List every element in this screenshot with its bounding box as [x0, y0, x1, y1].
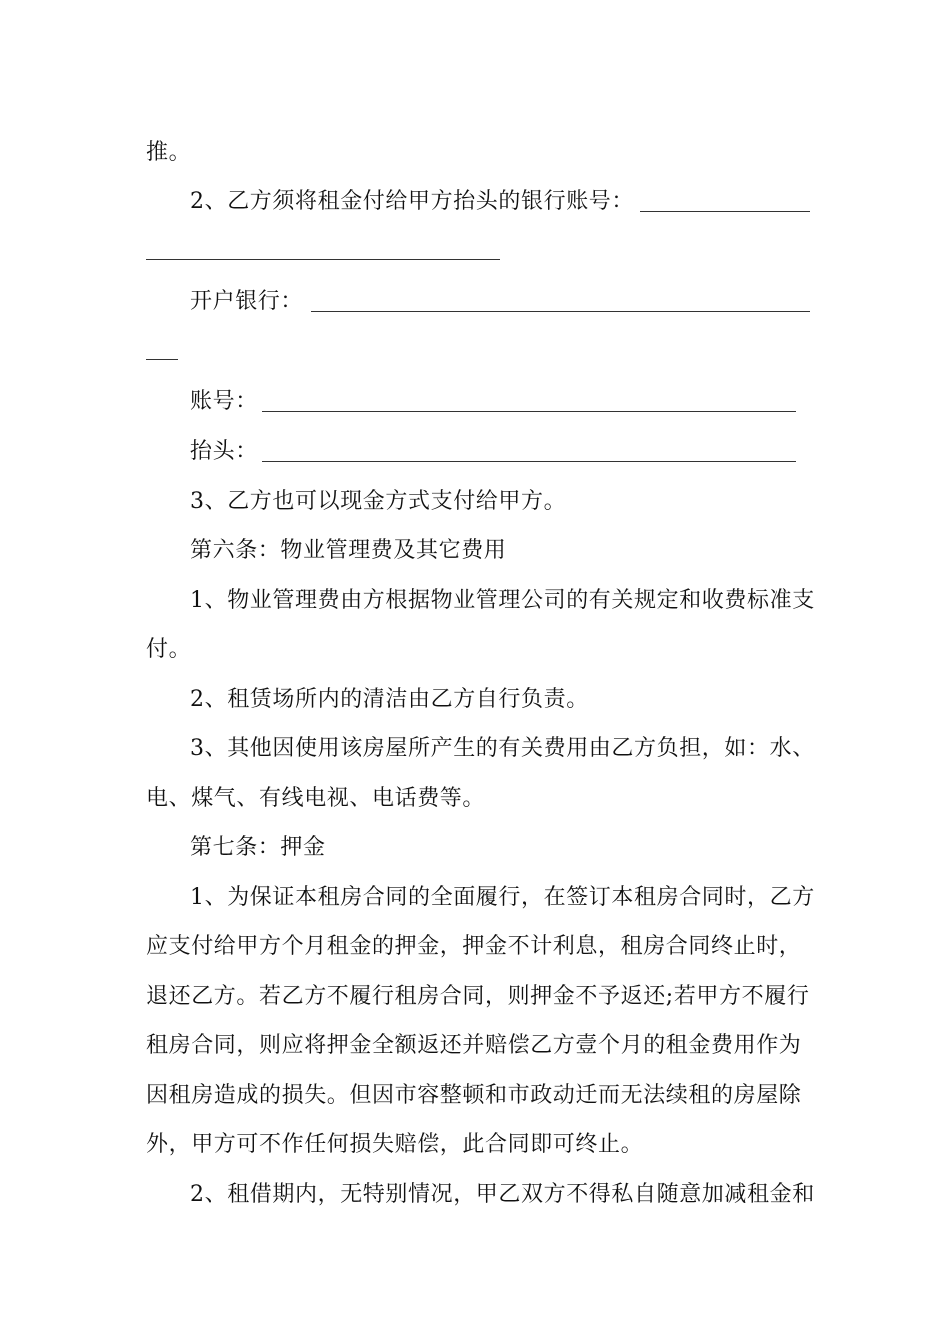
- bank-account-label: 2、乙方须将租金付给甲方抬头的银行账号：: [190, 189, 634, 214]
- text-line: 租房合同，则应将押金全额返还并赔偿乙方壹个月的租金费用作为: [146, 1033, 802, 1058]
- text-line: 退还乙方。若乙方不履行租房合同，则押金不予返还;若甲方不履行: [146, 984, 810, 1009]
- bank-account-row: [190, 188, 810, 216]
- text-line: 2、租借期内，无特别情况，甲乙双方不得私自随意加减租金和: [190, 1182, 815, 1207]
- text-line: 应支付给甲方个月租金的押金，押金不计利息，租房合同终止时，: [146, 934, 802, 959]
- bank-account-blank-continued: [146, 259, 500, 260]
- bank-account-blank: [640, 210, 810, 212]
- text-line: 付。: [146, 637, 192, 662]
- text-line: 推。: [146, 140, 192, 165]
- account-number-row: [190, 388, 810, 416]
- bank-name-row: [190, 288, 810, 316]
- text-line: 电、煤气、有线电视、电话费等。: [146, 786, 486, 811]
- text-line: 1、物业管理费由方根据物业管理公司的有关规定和收费标准支: [190, 588, 815, 613]
- account-number-blank: [262, 410, 796, 412]
- text-line: 外，甲方可不作任何损失赔偿，此合同即可终止。: [146, 1132, 644, 1157]
- text-line: 1、为保证本租房合同的全面履行，在签订本租房合同时，乙方: [190, 885, 815, 910]
- section-heading: 第七条：押金: [190, 835, 326, 860]
- account-title-label: 抬头：: [190, 439, 258, 464]
- account-title-row: [190, 438, 810, 466]
- bank-name-blank: [311, 310, 810, 312]
- text-line: 因租房造成的损失。但因市容整顿和市政动迁而无法续租的房屋除: [146, 1083, 802, 1108]
- account-number-label: 账号：: [190, 389, 258, 414]
- account-title-blank: [262, 460, 796, 462]
- text-line: 2、租赁场所内的清洁由乙方自行负责。: [190, 687, 589, 712]
- text-line: 3、乙方也可以现金方式支付给甲方。: [190, 489, 567, 514]
- bank-name-label: 开户银行：: [190, 289, 304, 314]
- bank-name-blank-continued: [146, 359, 178, 360]
- section-heading: 第六条：物业管理费及其它费用: [190, 538, 507, 563]
- text-line: 3、其他因使用该房屋所产生的有关费用由乙方负担，如：水、: [190, 736, 815, 761]
